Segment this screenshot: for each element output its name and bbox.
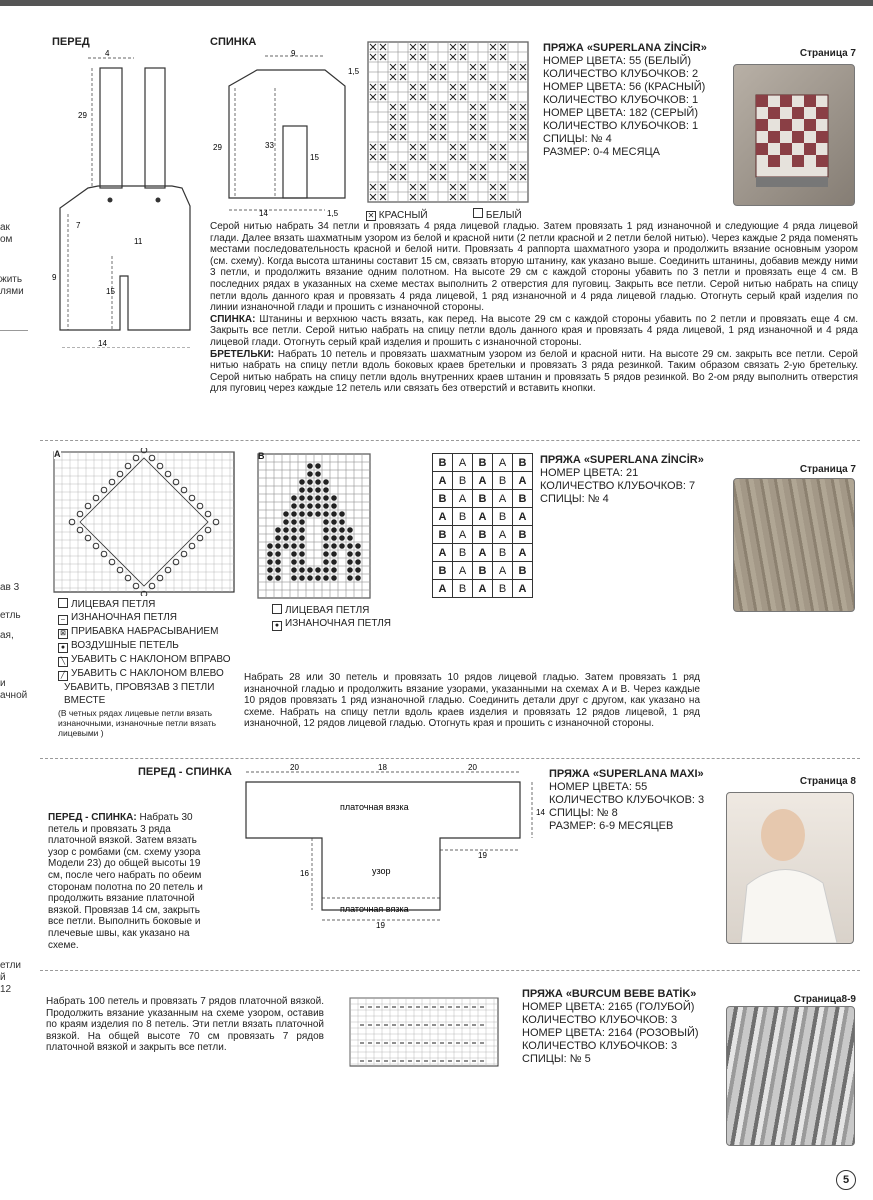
purl-mark [299, 551, 305, 557]
purl-mark [283, 535, 289, 541]
yarn-line: РАЗМЕР: 0-4 МЕСЯЦА [543, 146, 660, 158]
grid-cell: A [453, 490, 473, 508]
dim: 14 [536, 808, 545, 817]
purl-mark [315, 479, 321, 485]
dim: 20 [290, 763, 299, 772]
frag: ая, [0, 630, 14, 641]
label-garter-bottom: платочная вязка [340, 904, 409, 914]
dim: 9 [52, 273, 57, 282]
purl-mark [331, 519, 337, 525]
legend-item: УБАВИТЬ, ПРОВЯЗАВ 3 ПЕТЛИ ВМЕСТЕ [64, 682, 215, 707]
grid-cell: B [433, 454, 453, 472]
purl-mark [275, 535, 281, 541]
grid-cell: A [493, 562, 513, 580]
yarn-line: СПИЦЫ: № 8 [549, 807, 618, 819]
purl-mark [323, 575, 329, 581]
chart-b-tree [256, 452, 378, 600]
yarn-line: НОМЕР ЦВЕТА: 2165 (ГОЛУБОЙ) [522, 1001, 695, 1013]
decrease-right-icon: ╲ [58, 657, 68, 667]
purl-mark [299, 487, 305, 493]
front-back-label: ПЕРЕД - СПИНКА: [48, 812, 137, 823]
legend-red: КРАСНЫЙ [378, 210, 428, 221]
purl-mark [339, 543, 345, 549]
yarn-line: КОЛИЧЕСТВО КЛУБОЧКОВ: 2 [543, 68, 699, 80]
grid-cell: A [453, 454, 473, 472]
purl-mark [291, 519, 297, 525]
stripe-chart [346, 994, 506, 1070]
purl-mark [275, 575, 281, 581]
purl-mark [267, 559, 273, 565]
purl-mark [299, 511, 305, 517]
purl-icon: – [58, 615, 68, 625]
grid-cell: B [473, 490, 493, 508]
purl-mark [323, 487, 329, 493]
purl-mark [315, 503, 321, 509]
yarn-info-4 [522, 988, 717, 1066]
yarn-line: КОЛИЧЕСТВО КЛУБОЧКОВ: 3 [549, 794, 705, 806]
yarn-line: НОМЕР ЦВЕТА: 55 [549, 781, 648, 793]
color-chart [366, 40, 534, 206]
grid-cell: A [513, 472, 533, 490]
purl-mark [307, 479, 313, 485]
button-hole [156, 198, 161, 203]
page-ref-3: Страница 8 [799, 776, 856, 787]
instructions-4: Набрать 100 петель и провязать 7 рядов платочной вязкой. Продолжить вязание указанным на схеме узором, оставив по краям изделия по 8 петель. Эти петли вязать платочной вязкой. На общей высоте 70 см провязать 7 рядов платочной вязкой и закрыть все петли. [46, 996, 324, 1054]
grid-row [433, 508, 533, 526]
dim: 33 [265, 141, 274, 150]
legend-item: ИЗНАНОЧНАЯ ПЕТЛЯ [71, 612, 177, 624]
frag: ак [0, 222, 10, 233]
chart-legend [366, 208, 522, 221]
grid-cell: B [473, 454, 493, 472]
purl-mark [307, 471, 313, 477]
purl-mark [323, 511, 329, 517]
legend-white: БЕЛЫЙ [485, 210, 522, 221]
yarn-line: КОЛИЧЕСТВО КЛУБОЧКОВ: 1 [543, 94, 699, 106]
dim: 29 [213, 143, 222, 152]
grid-cell: B [493, 580, 513, 598]
purl-mark [291, 495, 297, 501]
top-edge-bar [0, 0, 873, 6]
dim: 14 [98, 339, 107, 348]
yarn-line: СПИЦЫ: № 4 [540, 493, 609, 505]
purl-mark [331, 567, 337, 573]
purl-mark [323, 551, 329, 557]
grid-cell: A [473, 544, 493, 562]
frag: ав 3 [0, 582, 20, 593]
yarn-over-icon: ⊠ [58, 629, 68, 639]
frag: лями [0, 286, 24, 297]
purl-mark [291, 567, 297, 573]
front-title: ПЕРЕД [52, 36, 90, 48]
purl-mark [355, 559, 361, 565]
purl-mark [347, 575, 353, 581]
stitch-legend-b [272, 604, 391, 631]
front-body [60, 186, 190, 330]
decrease-left-icon: ╱ [58, 671, 68, 681]
purl-mark [315, 471, 321, 477]
purl-mark [291, 527, 297, 533]
yarn-line: НОМЕР ЦВЕТА: 182 (СЕРЫЙ) [543, 107, 699, 119]
purl-mark [283, 519, 289, 525]
purl-mark [283, 511, 289, 517]
grid-cell: A [433, 580, 453, 598]
dim: 19 [376, 921, 385, 930]
purl-mark [339, 527, 345, 533]
yarn-line: НОМЕР ЦВЕТА: 56 (КРАСНЫЙ) [543, 81, 706, 93]
grid-row [433, 454, 533, 472]
yarn-line: КОЛИЧЕСТВО КЛУБОЧКОВ: 3 [522, 1040, 678, 1052]
front-back-title: ПЕРЕД - СПИНКА [138, 766, 232, 778]
grid-cell: A [473, 472, 493, 490]
grid-row [433, 490, 533, 508]
dim: 7 [76, 221, 81, 230]
left-margin-rule [0, 330, 28, 331]
purl-mark [291, 511, 297, 517]
frag: етли [0, 960, 22, 971]
grid-cell: B [473, 526, 493, 544]
grid-cell: A [513, 580, 533, 598]
strap-right [145, 68, 165, 188]
yarn-line: КОЛИЧЕСТВО КЛУБОЧКОВ: 3 [522, 1014, 678, 1026]
yarn-line: СПИЦЫ: № 4 [543, 133, 612, 145]
purl-mark [323, 519, 329, 525]
grid-cell: B [513, 526, 533, 544]
purl-mark [291, 575, 297, 581]
yarn-info-3 [549, 768, 734, 833]
label-pattern: узор [372, 866, 391, 876]
legend-item: ИЗНАНОЧНАЯ ПЕТЛЯ [285, 618, 391, 630]
cross-box-icon: ✕ [367, 211, 375, 220]
dim: 15 [106, 287, 115, 296]
grid-cell: B [493, 472, 513, 490]
grid-cell: A [433, 508, 453, 526]
separator [40, 970, 860, 971]
grid-cell: B [513, 454, 533, 472]
purl-mark [355, 575, 361, 581]
purl-mark [267, 575, 273, 581]
purl-mark [291, 503, 297, 509]
dim: 18 [378, 763, 387, 772]
grid-cell: B [453, 580, 473, 598]
purl-mark [331, 575, 337, 581]
yarn-title: ПРЯЖА «SUPERLANA ZİNCİR» [540, 454, 704, 466]
purl-mark [331, 543, 337, 549]
purl-mark [323, 479, 329, 485]
strap-left [100, 68, 122, 188]
legend-note: (В четных рядах лицевые петли вязать изнаночными, изнаночные петли вязать лицевыми ) [58, 707, 217, 738]
purl-mark [291, 551, 297, 557]
grid-row [433, 526, 533, 544]
chain-icon: ● [58, 643, 68, 653]
purl-mark [307, 487, 313, 493]
grid-cell: A [453, 562, 473, 580]
chart-a-diamond [52, 448, 236, 596]
grid-cell: B [473, 562, 493, 580]
chart-a-label: A [54, 449, 61, 459]
purl-mark [323, 495, 329, 501]
purl-mark [331, 551, 337, 557]
frag: 12 [0, 984, 12, 995]
purl-mark [275, 543, 281, 549]
button-hole [108, 198, 113, 203]
legend-item: ПРИБАВКА НАБРАСЫВАНИЕМ [71, 626, 219, 638]
purl-mark [331, 511, 337, 517]
purl-mark [299, 535, 305, 541]
yarn-info-2 [540, 454, 725, 506]
text-straps: Набрать 10 петель и провязать шахматным узором из белой и красной нити. На высоте 29 см. закрыть все петли. Серой нитью набрать на спицу петли вдоль боковых краев бретельки и провязать 3 ряда резинкой. Таким образом связать 2-ую бретельку. Серой нитью набрать на спицу петли вдоль внутренних краев штанин и провязать 5 рядов резинкой. Во 2-ом ряду выполнить отверстия для пуговиц через каждые 12 петель или связать без отверстий и вставить кнопки. [210, 348, 858, 395]
purl-mark [267, 543, 273, 549]
grid-cell: A [453, 526, 473, 544]
purl-dot-icon: ● [272, 621, 282, 631]
yarn-info-1 [543, 42, 728, 159]
legend-item: УБАВИТЬ С НАКЛОНОМ ВПРАВО [71, 654, 231, 666]
purl-mark [307, 495, 313, 501]
dim: 16 [300, 869, 309, 878]
back-label: СПИНКА: [210, 313, 256, 325]
knit-icon [58, 598, 68, 608]
grid-cell: B [493, 508, 513, 526]
dim: 11 [134, 237, 143, 246]
purl-mark [299, 543, 305, 549]
purl-mark [339, 511, 345, 517]
knit-icon [272, 604, 282, 614]
purl-mark [347, 559, 353, 565]
purl-mark [299, 567, 305, 573]
purl-mark [331, 559, 337, 565]
dim: 20 [468, 763, 477, 772]
purl-mark [307, 463, 313, 469]
photo-romper [733, 64, 855, 206]
page-ref-4: Страница8-9 [793, 994, 856, 1005]
purl-mark [307, 511, 313, 517]
purl-mark [291, 559, 297, 565]
purl-mark [283, 527, 289, 533]
grid-row [433, 472, 533, 490]
purl-mark [355, 567, 361, 573]
purl-mark [299, 503, 305, 509]
frag: етль [0, 610, 21, 621]
purl-mark [323, 559, 329, 565]
yarn-line: КОЛИЧЕСТВО КЛУБОЧКОВ: 7 [540, 480, 696, 492]
purl-mark [347, 527, 353, 533]
grid-cell: A [493, 490, 513, 508]
purl-mark [331, 503, 337, 509]
purl-mark [339, 519, 345, 525]
instructions-2: Набрать 28 или 30 петель и провязать 10 рядов лицевой гладью. Затем провязать 1 ряд изнаночной гладью и продолжить вязание узорами, указанными на схемах A и B. Через каждые 10 рядов провязать 1 ряд изнаночной гладью. Соединить детали друг с другом, как указано на схеме. Набрать на спицу петли вдоль краев изделия и провязать 12 рядов лицевой, 1 ряд изнаночной, 12 рядов лицевой гладью. Отогнуть края и прошить с изнаночной стороны. [244, 672, 700, 730]
back-title: СПИНКА [210, 36, 257, 48]
frag: жить [0, 274, 23, 285]
grid-cell: B [453, 544, 473, 562]
yarn-line: СПИЦЫ: № 5 [522, 1053, 591, 1065]
page-ref-1: Страница 7 [799, 48, 856, 59]
grid-cell: A [473, 580, 493, 598]
purl-mark [267, 551, 273, 557]
left-margin-fragments [0, 222, 30, 996]
back-body [229, 70, 345, 198]
grid-cell: B [433, 526, 453, 544]
yarn-line: НОМЕР ЦВЕТА: 21 [540, 467, 639, 479]
grid-cell: B [453, 472, 473, 490]
purl-mark [339, 535, 345, 541]
purl-mark [323, 543, 329, 549]
purl-mark [307, 503, 313, 509]
purl-mark [299, 519, 305, 525]
page-number: 5 [836, 1170, 856, 1190]
yarn-title: ПРЯЖА «SUPERLANA ZİNCİR» [543, 42, 707, 54]
yarn-line: НОМЕР ЦВЕТА: 55 (БЕЛЫЙ) [543, 55, 692, 67]
page-ref-2: Страница 7 [799, 464, 856, 475]
empty-box-icon [473, 208, 483, 218]
dim: 1,5 [348, 67, 360, 76]
purl-mark [275, 559, 281, 565]
purl-mark [347, 543, 353, 549]
label-garter-top: платочная вязка [340, 802, 409, 812]
purl-mark [323, 503, 329, 509]
grid-cell: A [493, 526, 513, 544]
purl-mark [283, 543, 289, 549]
front-schematic [50, 48, 200, 348]
purl-mark [275, 567, 281, 573]
back-schematic [205, 48, 365, 218]
yarn-line: РАЗМЕР: 6-9 МЕСЯЦЕВ [549, 820, 674, 832]
purl-mark [275, 527, 281, 533]
dim: 9 [291, 49, 296, 58]
grid-cell: B [433, 562, 453, 580]
instructions-1 [210, 221, 858, 395]
straps-label: БРЕТЕЛЬКИ: [210, 348, 275, 360]
legend-item: ЛИЦЕВАЯ ПЕТЛЯ [71, 599, 156, 610]
ab-layout-grid [432, 453, 533, 598]
purl-mark [315, 463, 321, 469]
text-back: Штанины и верхнюю часть вязать, как перед. На высоте 29 см с каждой стороны убавить по 2 петли и провязать еще 4 см. Закрыть все петли. Серой нитью набрать на спицу петли вдоль данного края и провязать 4 ряда лицевой, 1 ряд изнаночной и 4 ряда лицевой глади. Отогнуть серый край изделия и прошить с изнаночной стороны. [210, 313, 859, 348]
grid-cell: A [513, 508, 533, 526]
dim: 15 [310, 153, 319, 162]
chart-b-label: B [258, 451, 265, 461]
text-3: Набрать 30 петель и провязать 3 ряда платочной вязкой. Затем вязать узор с ромбами (см. схему узора Модели 23) до общей высоты 19 см, после чего набрать по обеим сторонам полотна по 20 петель и продолжить вязание платочной вязкой. Провязав 14 см, закрыть все петли. Выполнить боковые и плечевые швы, как указано на схеме. [48, 812, 203, 951]
purl-mark [331, 527, 337, 533]
purl-mark [267, 567, 273, 573]
purl-mark [307, 575, 313, 581]
purl-mark [299, 479, 305, 485]
separator [40, 440, 860, 441]
yarn-title: ПРЯЖА «BURCUM BEBE BATİK» [522, 988, 697, 1000]
instructions-3 [48, 812, 216, 951]
legend-item: ВОЗДУШНЫЕ ПЕТЕЛЬ [71, 640, 179, 652]
grid-cell: A [473, 508, 493, 526]
frag: ом [0, 234, 13, 245]
purl-mark [323, 527, 329, 533]
grid-row [433, 544, 533, 562]
purl-mark [355, 551, 361, 557]
purl-mark [315, 487, 321, 493]
grid-cell: B [433, 490, 453, 508]
frag: й [0, 972, 6, 983]
grid-row [433, 562, 533, 580]
grid-cell: B [513, 490, 533, 508]
purl-mark [323, 535, 329, 541]
dim: 1,5 [327, 209, 339, 218]
yarn-line: КОЛИЧЕСТВО КЛУБОЧКОВ: 1 [543, 120, 699, 132]
legend-item: УБАВИТЬ С НАКЛОНОМ ВЛЕВО [71, 668, 224, 680]
grid-cell: A [493, 454, 513, 472]
grid-cell: B [493, 544, 513, 562]
photo-baby [726, 792, 854, 944]
grid-cell: A [513, 544, 533, 562]
photo-blanket [733, 478, 855, 612]
dim: 4 [105, 49, 110, 58]
purl-mark [307, 567, 313, 573]
purl-mark [331, 495, 337, 501]
sweater-schematic [240, 760, 550, 930]
purl-mark [291, 535, 297, 541]
purl-mark [315, 495, 321, 501]
photo-striped-blanket [726, 1006, 855, 1146]
purl-mark [299, 575, 305, 581]
purl-mark [315, 511, 321, 517]
purl-mark [315, 575, 321, 581]
purl-mark [347, 535, 353, 541]
purl-mark [315, 567, 321, 573]
purl-mark [299, 495, 305, 501]
grid-row [433, 580, 533, 598]
purl-mark [347, 567, 353, 573]
stitch-legend [58, 598, 248, 738]
yarn-title: ПРЯЖА «SUPERLANA MAXI» [549, 768, 704, 780]
dim: 14 [259, 209, 268, 218]
dim: 19 [478, 851, 487, 860]
purl-mark [299, 559, 305, 565]
purl-mark [299, 527, 305, 533]
legend-item: ЛИЦЕВАЯ ПЕТЛЯ [285, 605, 370, 616]
dim: 29 [78, 111, 87, 120]
grid-cell: B [513, 562, 533, 580]
purl-mark [331, 535, 337, 541]
grid-cell: A [433, 472, 453, 490]
purl-mark [291, 543, 297, 549]
text-front: Серой нитью набрать 34 петли и провязать 4 ряда лицевой гладью. Затем провязать 1 ряд изнаночной и следующие 4 ряда лицевой глади. Далее вязать шахматным узором из белой и красной нити (2 петли красной и 2 петли белой нитью). Через каждые 2 ряда поменять местами последовательность красной и белой нити. Провязать 4 раппорта шахматного узора и продолжить вязание основным узором (см. схему). Когда высота штанины составит 15 см, связать вторую штанину, как указано выше. Соединить штанины, добавив между ними 3 петли, и продолжить вязание одним полотном. На высоте 29 см с каждой стороны убавить по 3 петли и провязать еще 4 см. В последних рядах в указанных на схеме местах выполнить 2 отверстия для пуговиц. Закрыть все петли. Серой нитью набрать на спицу петли вдоль данного края и провязать 4 ряда лицевой, 1 ряд изнаночной и 4 ряда лицевой гладью. Отогнуть серый край изделия по линии изнаночной глади и прошить с изнаночной стороны. [210, 221, 858, 314]
purl-mark [275, 551, 281, 557]
frag: ачной [0, 690, 28, 701]
separator [40, 758, 860, 759]
grid-cell: A [433, 544, 453, 562]
purl-mark [323, 567, 329, 573]
yarn-line: НОМЕР ЦВЕТА: 2164 (РОЗОВЫЙ) [522, 1027, 699, 1039]
frag: и [0, 678, 6, 689]
grid-cell: B [453, 508, 473, 526]
purl-mark [347, 551, 353, 557]
purl-mark [355, 543, 361, 549]
